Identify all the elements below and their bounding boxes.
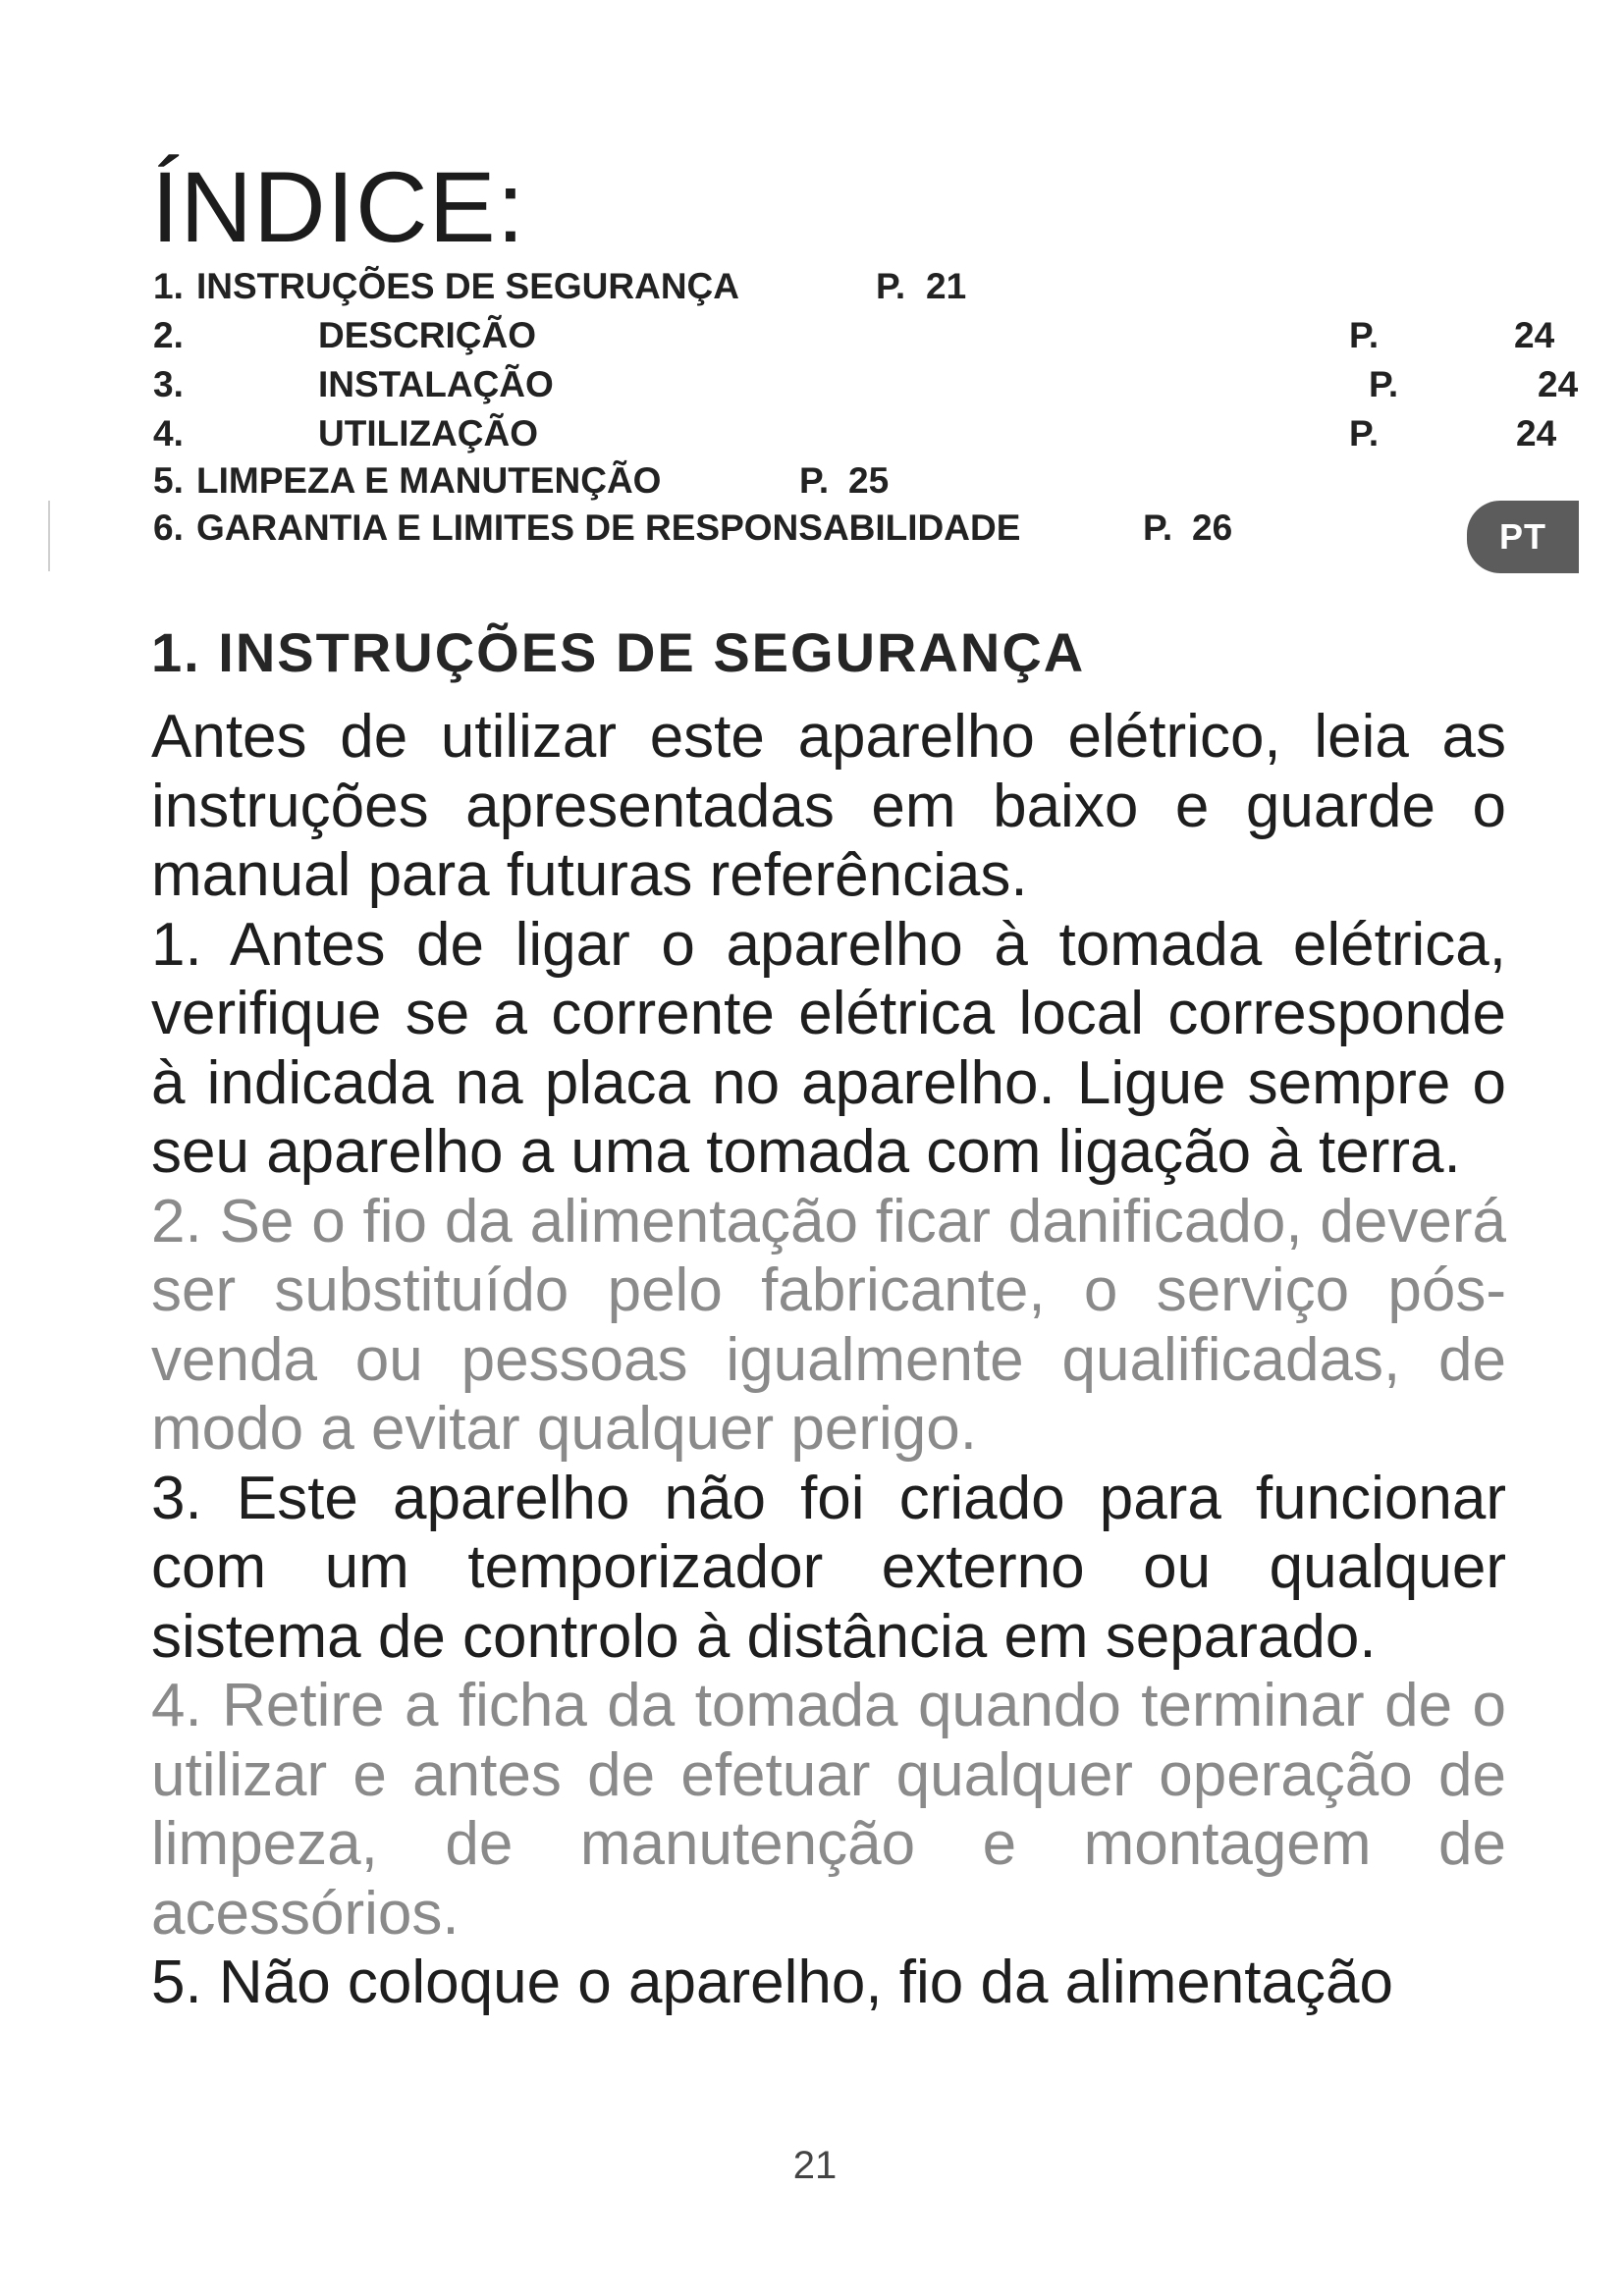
toc-entry-page-prefix: P. (1349, 413, 1380, 454)
toc-entry-label: INSTRUÇÕES DE SEGURANÇA (196, 266, 739, 306)
toc-entry-page-prefix: P. (1349, 315, 1380, 355)
toc-entry-number: 6. (153, 507, 184, 548)
instruction-paragraph: 3. Este aparelho não foi criado para funcionar com um temporizador externo ou qualquer sistema de controlo à distância em separado. (151, 1464, 1506, 1671)
toc-entry-label: GARANTIA E LIMITES DE RESPONSABILIDADE (196, 507, 1021, 548)
toc-entry-number: 2. (153, 315, 184, 355)
instruction-paragraph: 1. Antes de ligar o aparelho à tomada elétrica, verifique se a corrente elétrica local corresponde à indicada na placa no aparelho. Ligue sempre o seu aparelho a uma tomada com ligação à terra. (151, 910, 1506, 1186)
toc-entry-page-prefix: P. (799, 460, 830, 501)
instruction-paragraph: 5. Não coloque o aparelho, fio da alimentação (151, 1949, 1393, 2016)
instruction-paragraph: 4. Retire a ficha da tomada quando terminar de o utilizar e antes de efetuar qualquer operação de limpeza, de manutenção e montagem de acessórios. (151, 1672, 1506, 1948)
toc-entry-number: 4. (153, 413, 184, 454)
section-body (151, 703, 1506, 2018)
page-title: ÍNDICE: (151, 151, 526, 263)
margin-mark (48, 501, 50, 571)
toc-entry-page: 26 (1192, 507, 1233, 548)
page-number: 21 (792, 2144, 838, 2187)
language-tab[interactable]: PT (1467, 501, 1579, 573)
toc-entry-label: INSTALAÇÃO (318, 364, 554, 404)
toc-entry-page-prefix: P. (1143, 507, 1173, 548)
toc-entry-number: 5. (153, 460, 184, 501)
intro-paragraph: Antes de utilizar este aparelho elétrico, leia as instruções apresentadas em baixo e guarde o manual para futuras referências. (151, 703, 1506, 909)
instruction-paragraph: 2. Se o fio da alimentação ficar danificado, deverá ser substituído pelo fabricante, o serviço pós-venda ou pessoas igualmente qualificadas, de modo a evitar qualquer perigo. (151, 1187, 1506, 1463)
toc-entry-page: 25 (848, 460, 890, 501)
toc-entry-page: 21 (926, 266, 967, 306)
toc-entry-page-prefix: P. (1369, 364, 1399, 404)
toc-entry-page: 24 (1538, 364, 1579, 404)
toc-entry-number: 3. (153, 364, 184, 404)
toc-entry-label: LIMPEZA E MANUTENÇÃO (196, 460, 662, 501)
section-heading: 1. INSTRUÇÕES DE SEGURANÇA (151, 621, 1086, 683)
toc-entry-page: 24 (1516, 413, 1557, 454)
toc-entry-label: UTILIZAÇÃO (318, 413, 539, 454)
toc-entry-label: DESCRIÇÃO (318, 315, 537, 355)
toc-entry-page-prefix: P. (876, 266, 906, 306)
toc-entry-page: 24 (1514, 315, 1555, 355)
toc-entry-number: 1. (153, 266, 184, 306)
